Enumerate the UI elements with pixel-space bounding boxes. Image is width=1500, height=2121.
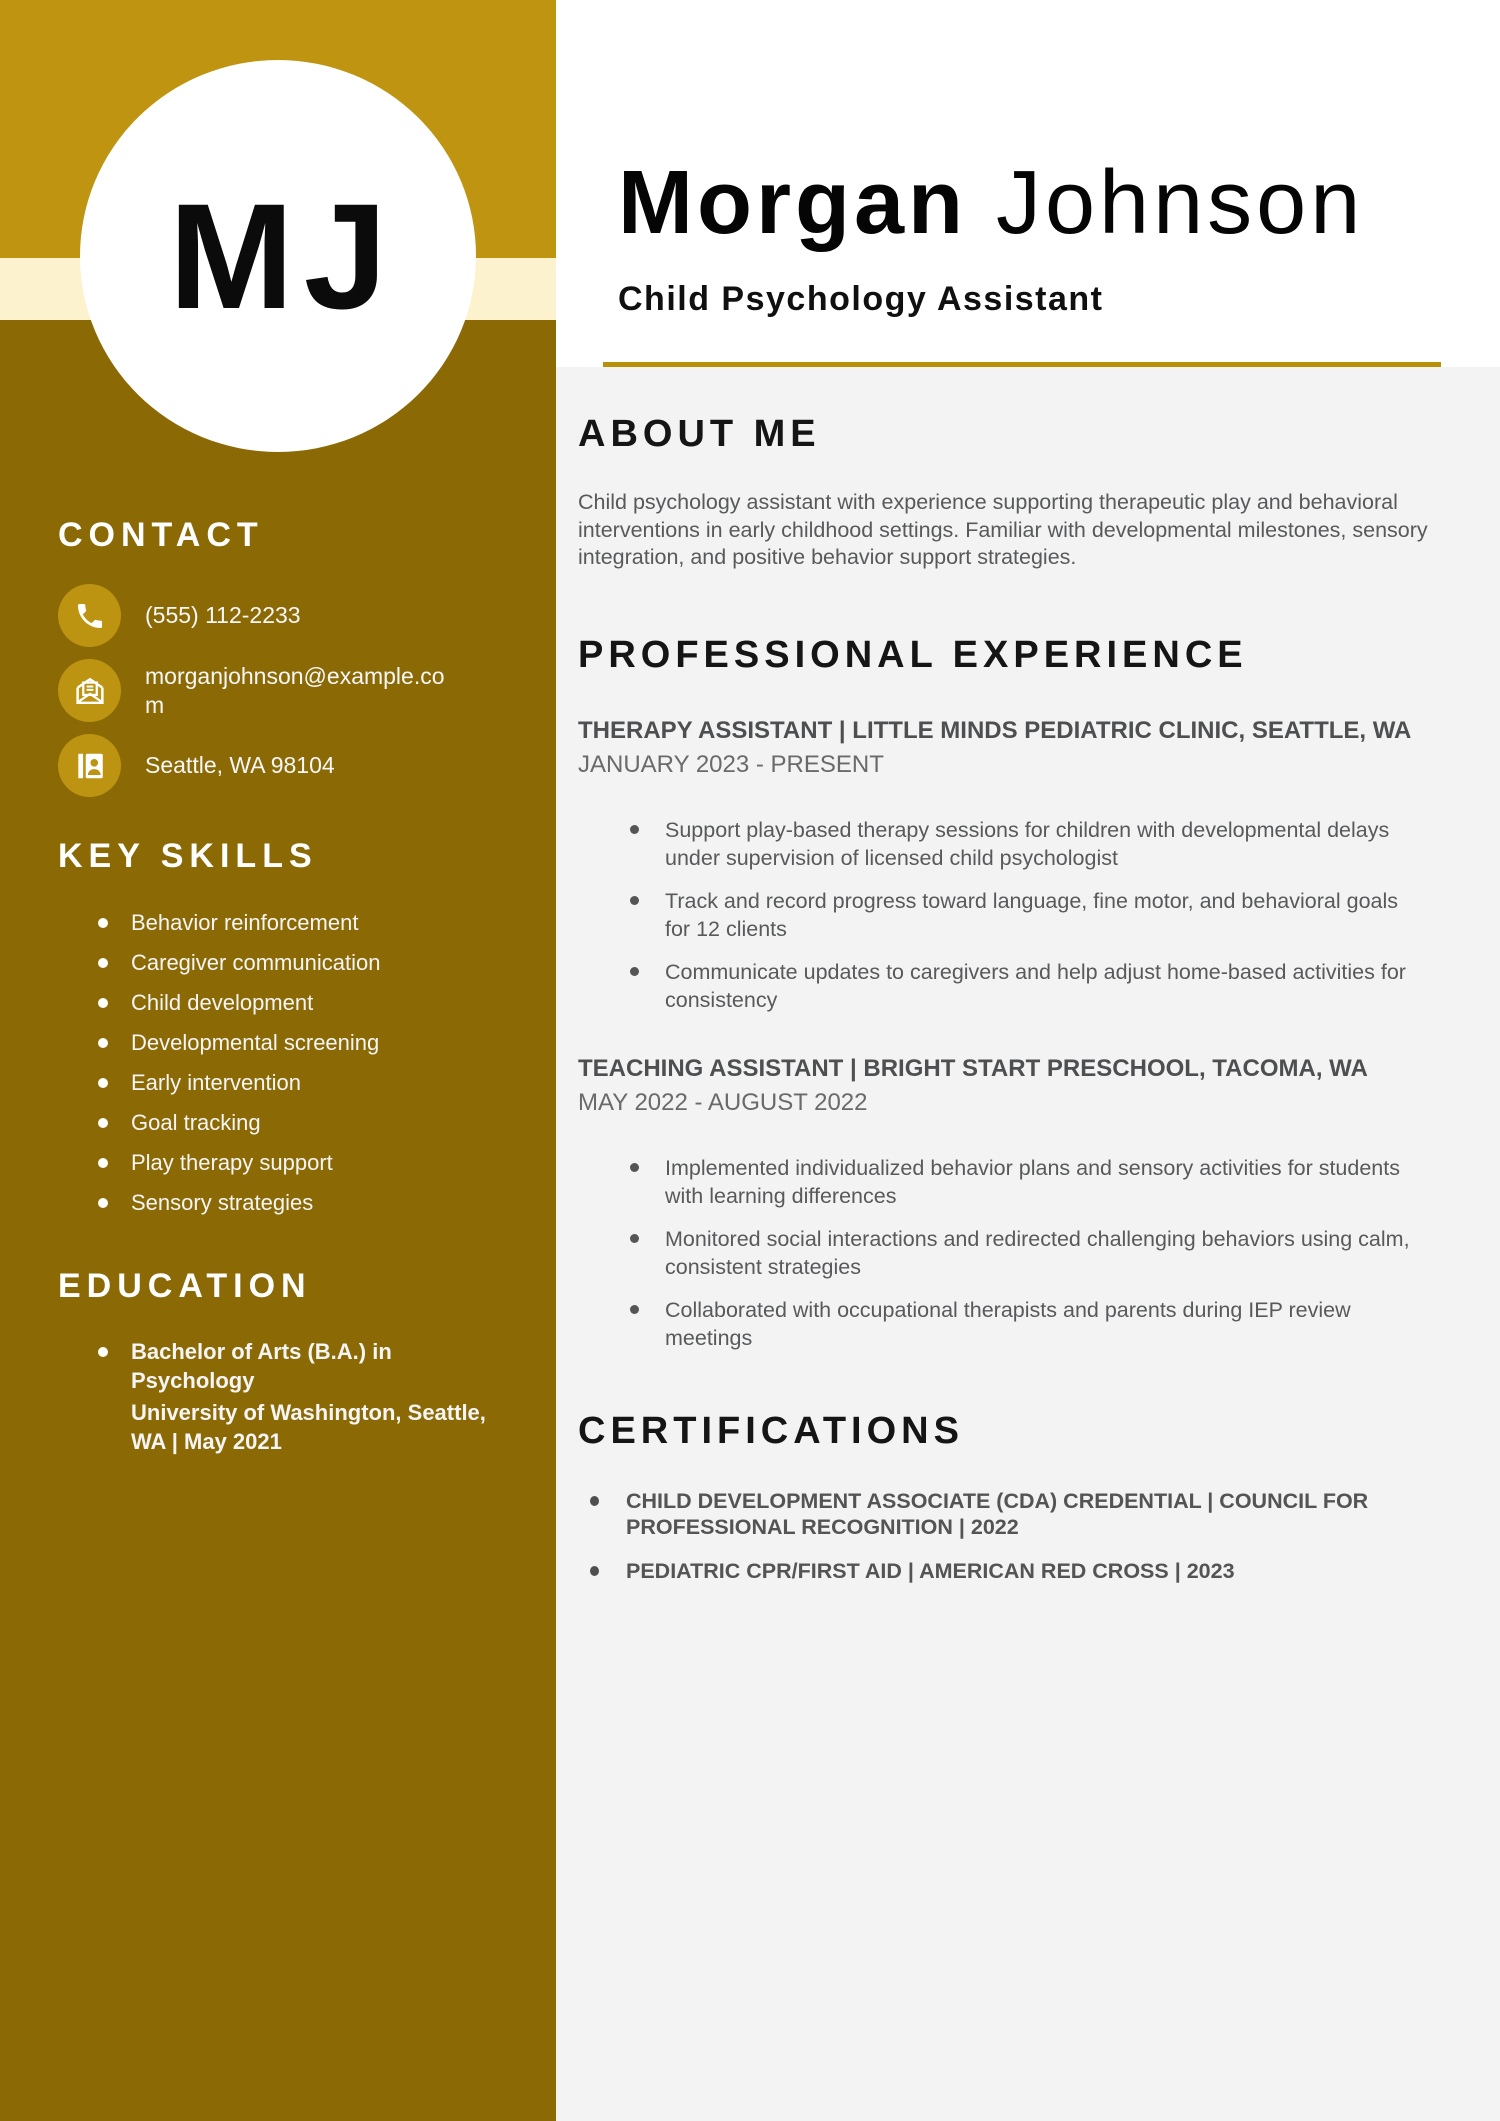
job-bullet-list xyxy=(630,1154,1460,1352)
skill-item: Behavior reinforcement xyxy=(98,903,506,943)
experience-section xyxy=(578,633,1460,1352)
last-name: Johnson xyxy=(996,153,1365,253)
person-title: Child Psychology Assistant xyxy=(618,280,1104,318)
skills-list xyxy=(98,903,506,1223)
about-heading: ABOUT ME xyxy=(578,413,821,455)
gold-divider xyxy=(603,362,1441,367)
job-dates: JANUARY 2023 - PRESENT xyxy=(578,750,884,778)
certifications-heading: CERTIFICATIONS xyxy=(578,1409,964,1452)
job-title: TEACHING ASSISTANT | BRIGHT START PRESCHOOL, TACOMA, WA xyxy=(578,1054,1368,1082)
job-bullet: Communicate updates to caregivers and help adjust home-based activities for consistency xyxy=(630,958,1420,1014)
experience-heading: PROFESSIONAL EXPERIENCE xyxy=(578,633,1248,676)
skill-item: Child development xyxy=(98,983,506,1023)
certifications-section xyxy=(578,1409,1460,1585)
contact-row-location xyxy=(58,734,506,797)
key-skills-heading: KEY SKILLS xyxy=(58,837,318,875)
education-heading: EDUCATION xyxy=(58,1267,312,1305)
phone-icon xyxy=(58,584,121,647)
sidebar-content xyxy=(0,0,556,1456)
education-school: University of Washington, Seattle, WA | May 2021 xyxy=(131,1400,486,1454)
job-title: THERAPY ASSISTANT | LITTLE MINDS PEDIATRIC CLINIC, SEATTLE, WA xyxy=(578,716,1412,744)
location-card-icon xyxy=(58,734,121,797)
skill-item: Developmental screening xyxy=(98,1023,506,1063)
skill-item: Early intervention xyxy=(98,1063,506,1103)
skill-item: Goal tracking xyxy=(98,1103,506,1143)
job-bullet: Collaborated with occupational therapists and parents during IEP review meetings xyxy=(630,1296,1420,1352)
job-bullet: Monitored social interactions and redirected challenging behaviors using calm, consistent strategies xyxy=(630,1225,1420,1281)
sidebar xyxy=(0,0,556,2121)
contact-row-email xyxy=(58,659,506,722)
about-section xyxy=(578,367,1460,572)
certification-list xyxy=(590,1488,1460,1585)
contact-phone: (555) 112-2233 xyxy=(145,602,301,628)
job-entry xyxy=(578,1054,1460,1352)
job-bullet: Implemented individualized behavior plans and sensory activities for students with learning differences xyxy=(630,1154,1420,1210)
skill-item: Play therapy support xyxy=(98,1143,506,1183)
contact-heading: CONTACT xyxy=(58,516,264,554)
job-bullet: Track and record progress toward language, fine motor, and behavioral goals for 12 clients xyxy=(630,887,1420,943)
job-bullet-list xyxy=(630,816,1460,1014)
certification-item: PEDIATRIC CPR/FIRST AID | AMERICAN RED CROSS | 2023 xyxy=(590,1558,1425,1585)
about-text: Child psychology assistant with experience supporting therapeutic play and behavioral interventions in early childhood settings. Familiar with developmental milestones, sensory integration, and positive behavior support strategies. xyxy=(578,490,1428,569)
skill-item: Caregiver communication xyxy=(98,943,506,983)
monogram-initials: MJ xyxy=(168,172,398,340)
contact-email: morganjohnson@example.com xyxy=(145,662,445,718)
skill-item: Sensory strategies xyxy=(98,1183,506,1223)
contact-location: Seattle, WA 98104 xyxy=(145,752,335,778)
contact-list xyxy=(58,584,506,797)
first-name: Morgan xyxy=(618,153,967,253)
person-name xyxy=(618,153,1500,253)
contact-row-phone xyxy=(58,584,506,647)
certification-item: CHILD DEVELOPMENT ASSOCIATE (CDA) CREDENTIAL | COUNCIL FOR PROFESSIONAL RECOGNITION | 2022 xyxy=(590,1488,1425,1541)
main-sections xyxy=(556,367,1500,1584)
job-entry xyxy=(578,716,1460,1014)
job-bullet: Support play-based therapy sessions for children with developmental delays under supervision of licensed child psychologist xyxy=(630,816,1420,872)
education-degree: Bachelor of Arts (B.A.) in Psychology xyxy=(131,1339,392,1393)
resume-header xyxy=(556,0,1500,367)
main-panel xyxy=(556,0,1500,2121)
email-icon xyxy=(58,659,121,722)
education-item xyxy=(98,1337,503,1456)
job-dates: MAY 2022 - AUGUST 2022 xyxy=(578,1088,868,1116)
